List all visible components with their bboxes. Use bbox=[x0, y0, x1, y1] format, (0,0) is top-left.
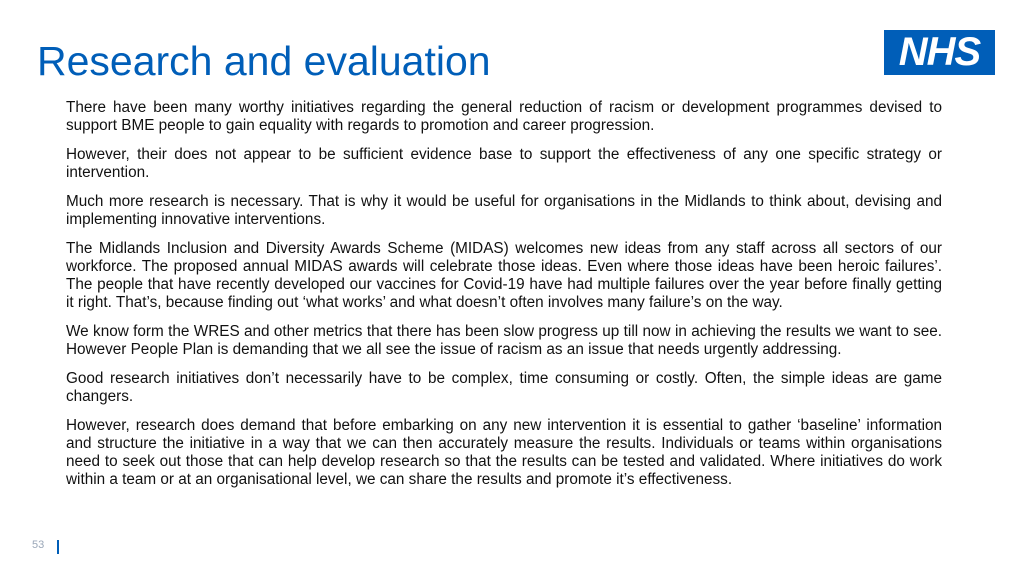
paragraph: However, research does demand that before embarking on any new intervention it is essential to gather ‘baseline’ information and structure the initiative in a way that we can then accurately measure the results. Individuals or teams within organisations need to seek out those that can help develop research so that the results can be tested and validated. Where initiatives do work within a team or at an organisational level, we can share the results and promote it’s effectiveness. bbox=[66, 417, 942, 488]
paragraph: We know form the WRES and other metrics that there has been slow progress up till now in achieving the results we want to see. However People Plan is demanding that we all see the issue of racism as an issue that needs urgently addressing. bbox=[66, 323, 942, 358]
paragraph: There have been many worthy initiatives regarding the general reduction of racism or development programmes devised to support BME people to gain equality with regards to promotion and career progression. bbox=[66, 99, 942, 134]
body-text bbox=[66, 99, 942, 500]
paragraph: However, their does not appear to be sufficient evidence base to support the effectiveness of any one specific strategy or intervention. bbox=[66, 146, 942, 181]
page-title: Research and evaluation bbox=[37, 38, 491, 84]
page-number-divider bbox=[57, 540, 59, 554]
nhs-logo: NHS bbox=[884, 30, 995, 75]
paragraph: Good research initiatives don’t necessarily have to be complex, time consuming or costly. Often, the simple ideas are game changers. bbox=[66, 370, 942, 405]
page-number: 53 bbox=[32, 539, 45, 551]
paragraph: The Midlands Inclusion and Diversity Awards Scheme (MIDAS) welcomes new ideas from any staff across all sectors of our workforce. The proposed annual MIDAS awards will celebrate those ideas. Even where those ideas have been heroic failures’. The people that have recently developed our vaccines for Covid-19 have had multiple failures over the year before finally getting it right. That’s, because finding out ‘what works’ and what doesn’t often involves many failure’s on the way. bbox=[66, 240, 942, 311]
paragraph: Much more research is necessary. That is why it would be useful for organisations in the Midlands to think about, devising and implementing innovative interventions. bbox=[66, 193, 942, 228]
